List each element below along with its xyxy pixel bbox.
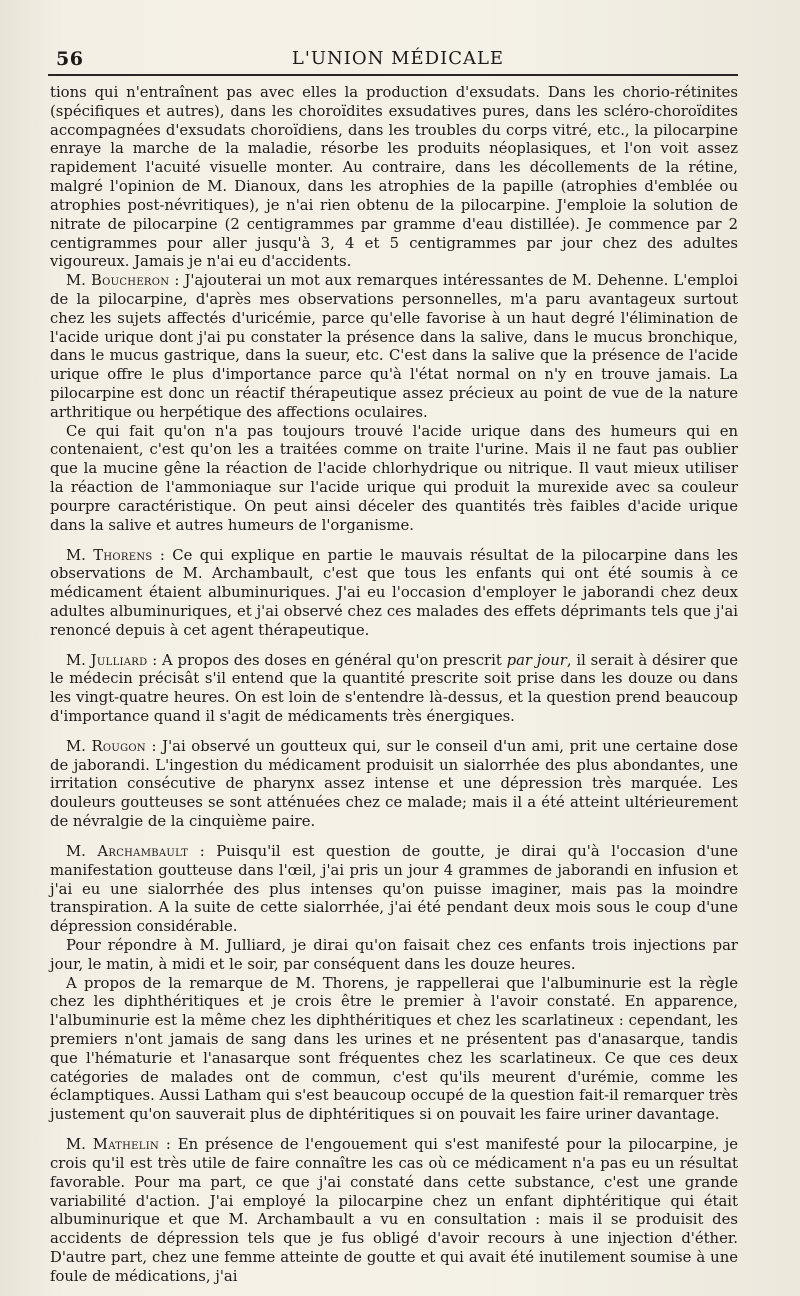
interventions-list — [50, 272, 738, 1286]
continued-paragraph: Pour répondre à M. Julliard, je dirai qu'on faisait chez ces enfants trois injections par jour, le matin, à midi et le soir, par conséquent dans les douze heures. — [50, 936, 738, 973]
speaker-name: Boucheron — [90, 272, 170, 290]
intervention-block — [50, 272, 738, 535]
speaker-prefix: M. — [66, 1136, 93, 1154]
header-rule — [48, 74, 738, 76]
continued-paragraph: A propos de la remarque de M. Thorens, je rappellerai que l'albuminurie est la règle chez les diphthéritiques et je crois être le premier à l'avoir constaté. En apparence, l'albuminurie est la même chez les diphthéritiques et chez les scarlatineux : cependant, les premiers n'ont jamais de sang dans les urines et ne présentent pas d'anasarque, tandis que l'hématurie et l'anasarque sont fréquentes chez les scarlatineux. Ce que ces deux catégories de malades ont de commun, c'est qu'ils meurent d'urémie, comme les éclamptiques. Aussi Latham qui s'est beaucoup occupé de la question fait-il remarquer très justement qu'on sauverait plus de diphtéritiques si on pouvait les faire uriner davantage. — [50, 974, 738, 1124]
speaker-name: Rougon — [91, 737, 146, 755]
speaker-name: Thorens — [93, 546, 153, 564]
intervention-paragraph: M. Julliard : A propos des doses en général qu'on prescrit par jour, il serait à désirer que le médecin précisât s'il entend que la quantité prescrite soit prise dans les douze ou dans les vingt-quatre heures. On est loin de s'entendre là-dessus, et la question prend beaucoup d'importance quand il s'agit de médicaments très énergiques. — [50, 651, 739, 725]
continuation-block — [50, 84, 738, 272]
speaker-prefix: M. — [66, 272, 91, 290]
intervention-paragraph: M. Rougon : J'ai observé un goutteux qui, sur le conseil d'un ami, prit une certaine dose de jaborandi. L'ingestion du médicament produisit un sialorrhée des plus abondantes, une irritation consécutive de pharynx assez intense et une dépression très marquée. Les douleurs goutteuses se sont atténuées chez ce malade; mais il a été atteint ultérieurement de névralgie de la cinquième paire. — [50, 737, 738, 831]
intervention-block — [50, 547, 738, 641]
intervention-paragraph: M. Thorens : Ce qui explique en partie le mauvais résultat de la pilocarpine dans les observations de M. Archambault, c'est que tous les enfants qui ont été soumis à ce médicament étaient albuminuriques. J'ai eu l'occasion d'employer le jaborandi chez deux adultes albuminuriques, et j'ai observé chez ces malades des effets déprimants tels que j'ai renoncé depuis à cet agent thérapeutique. — [50, 546, 738, 639]
speaker-prefix: M. — [66, 737, 92, 755]
article-body — [50, 84, 738, 1287]
intervention-paragraph: M. Boucheron : J'ajouterai un mot aux remarques intéressantes de M. Dehenne. L'emploi de la pilocarpine, d'après mes observations personnelles, m'a paru avantageux surtout chez les sujets affectés d'uricémie, parce qu'elle favorise à un haut degré l'élimination de l'acide urique dont j'ai pu constater la présence dans la salive, dans le mucus bronchique, dans le mucus gastrique, dans la sueur, etc. C'est dans la salive que la présence de l'acide urique offre le plus d'importance parce qu'à l'état normal on n'y en trouve jamais. La pilocarpine est donc un réactif thérapeutique assez précieux au point de vue de la nature arthritique ou herpétique des affections oculaires. — [50, 272, 738, 421]
speaker-prefix: M. — [66, 842, 98, 860]
speaker-name: Julliard — [90, 651, 148, 669]
journal-title: L'UNION MÉDICALE — [291, 48, 505, 69]
page-number: 56 — [56, 48, 84, 70]
emphasis: par jour — [506, 651, 567, 669]
intervention-block — [50, 652, 738, 727]
speaker-name: Mathelin — [92, 1136, 160, 1154]
intervention-paragraph: M. Archambault : Puisqu'il est question de goutte, je dirai qu'à l'occasion d'une manifestation goutteuse dans l'œil, j'ai pris un jour 4 grammes de jaborandi en infusion et j'ai eu une sialorrhée des plus intenses qu'on puisse imaginer, mais pas la moindre transpiration. A la suite de cette sialorrhée, j'ai été pendant deux mois sous le coup d'une dépression considérable. — [50, 842, 738, 936]
continued-paragraph: Ce qui fait qu'on n'a pas toujours trouvé l'acide urique dans des humeurs qui en contenaient, c'est qu'on les a traitées comme on traite l'urine. Mais il ne faut pas oublier que la mucine gêne la réaction de l'acide chlorhydrique ou nitrique. Il vaut mieux utiliser la réaction de l'ammoniaque sur l'acide urique qui produit la murexide avec sa couleur pourpre caractéristique. On peut ainsi déceler des quantités très faibles d'acide urique dans la salive et autres humeurs de l'organisme. — [50, 422, 738, 534]
speaker-prefix: M. — [66, 546, 94, 564]
page-header — [56, 44, 740, 74]
intervention-block — [50, 1136, 738, 1287]
intervention-block — [50, 738, 738, 832]
intervention-paragraph: M. Mathelin : En présence de l'engouement qui s'est manifesté pour la pilocarpine, je crois qu'il est très utile de faire connaître les cas où ce médicament n'a pas eu un résultat favorable. Pour ma part, ce que j'ai constaté dans cette substance, c'est une grande variabilité d'action. J'ai employé la pilocarpine chez un enfant diphtéritique qui était albuminurique et que M. Archambault a vu en consultation : mais il se produisit des accidents de dépression tels que je fus obligé d'avoir recours à une injection d'éther. D'autre part, chez une femme atteinte de goutte et qui avait été inutilement soumise à une foule de médications, j'ai — [50, 1136, 738, 1285]
continuation-paragraph: tions qui n'entraînent pas avec elles la production d'exsudats. Dans les chorio-rétinites (spécifiques et autres), dans les choroïdites exsudatives pures, dans les scléro-choroïdites accompagnées d'exsudats choroïdiens, dans les troubles du corps vitré, etc., la pilocarpine enraye la marche de la maladie, résorbe les produits néoplasiques, et l'on voit assez rapidement l'acuité visuelle monter. Au contraire, dans les décollements de la rétine, malgré l'opinion de M. Dianoux, dans les atrophies de la papille (atrophies d'emblée ou atrophies post-névritiques), je n'ai rien obtenu de la pilocarpine. J'emploie la solution de nitrate de pilocarpine (2 centigrammes par gramme d'eau distillée). Je commence par 2 centigrammes pour aller jusqu'à 3, 4 et 5 centigrammes par jour chez des adultes vigoureux. Jamais je n'ai eu d'accidents. — [50, 84, 738, 271]
intervention-block — [50, 843, 738, 1125]
speaker-name: Archambault — [97, 842, 189, 860]
speaker-prefix: M. — [66, 651, 91, 669]
